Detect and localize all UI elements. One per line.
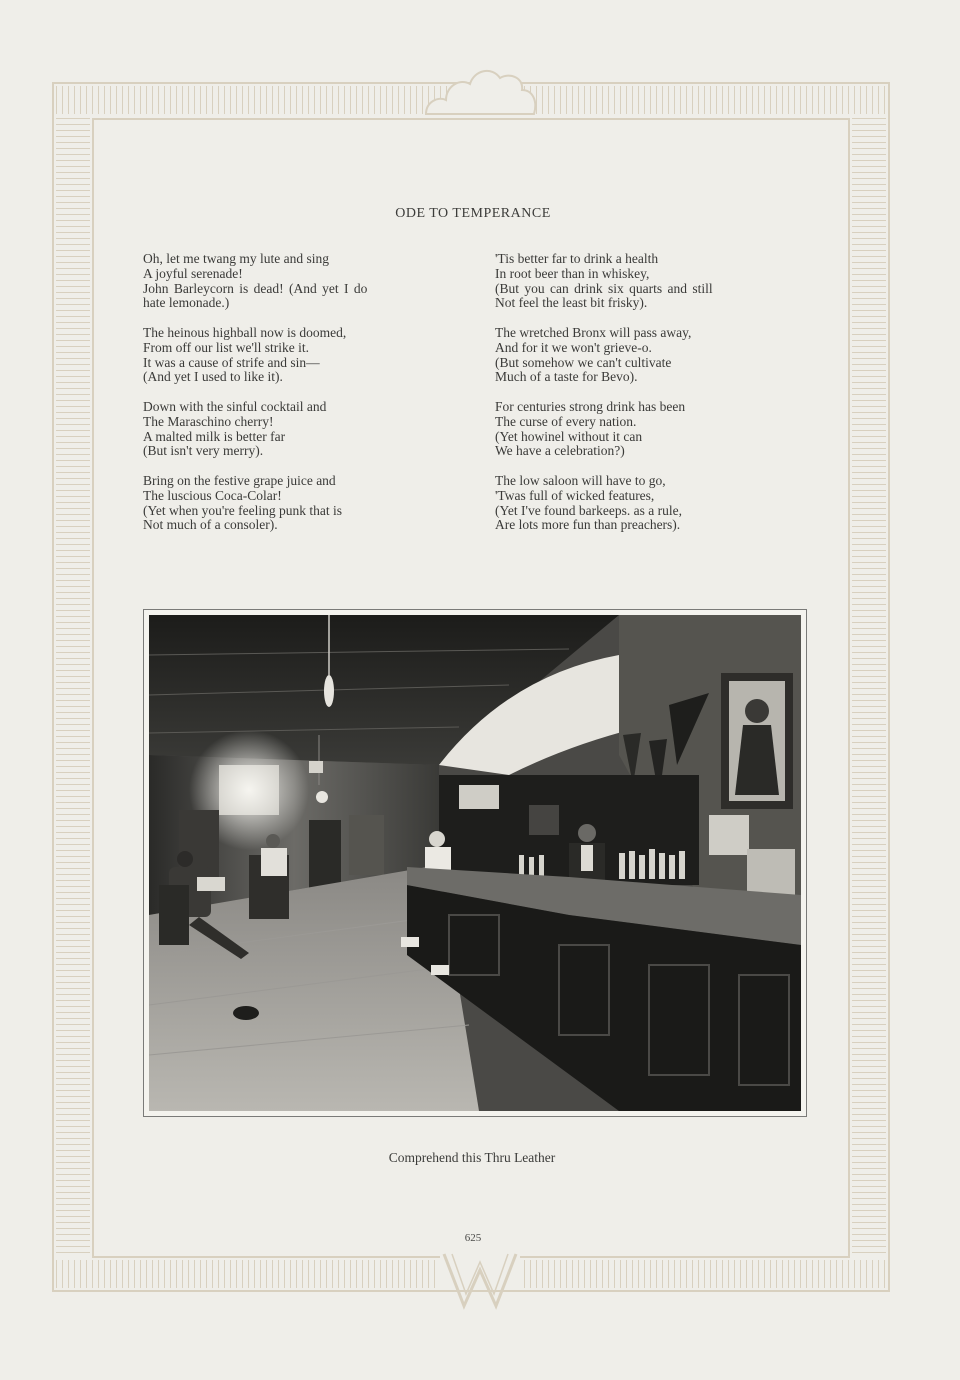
poem-line: A malted milk is better far (143, 428, 286, 444)
border-hatching-left (56, 118, 90, 1258)
w-emblem-icon (440, 1240, 520, 1312)
page-number: 625 (464, 1232, 482, 1244)
cloud-ornament-icon (420, 56, 540, 116)
poem-line: The curse of every nation. (495, 413, 637, 429)
poem-line: Down with the sinful cocktail and (143, 398, 327, 414)
saloon-interior-image (149, 615, 801, 1111)
poem-line: Bring on the festive grape juice and (143, 472, 336, 488)
stanza (495, 252, 810, 311)
poem-line: The wretched Bronx will pass away, (495, 324, 692, 340)
poem-line: (Yet when you're feeling punk that is (143, 502, 343, 518)
stanza (143, 252, 458, 311)
poem-line: The heinous highball now is doomed, (143, 324, 347, 340)
poem-line: And for it we won't grieve-o. (495, 339, 652, 355)
stanza (495, 400, 810, 459)
poem-line: We have a celebration?) (495, 443, 625, 459)
poem-line: (But you can drink six quarts and still (495, 280, 713, 296)
poem-left-column (143, 252, 458, 548)
border-hatching-right (852, 118, 886, 1258)
stanza (495, 326, 810, 385)
poem-line: (And yet I used to like it). (143, 369, 283, 385)
photo-caption: Comprehend this Thru Leather (388, 1150, 556, 1165)
poem-line: John Barleycorn is dead! (And yet I do (143, 280, 368, 296)
poem-line: 'Tis better far to drink a health (495, 251, 659, 266)
stanza (143, 400, 458, 459)
poem-line: (Yet howinel without it can (495, 428, 643, 444)
poem-line: hate lemonade.) (143, 295, 230, 311)
stanza (495, 474, 810, 533)
poem-line: From off our list we'll strike it. (143, 339, 310, 355)
poem-line: Not feel the least bit frisky). (495, 295, 648, 311)
poem-line: Much of a taste for Bevo). (495, 369, 638, 385)
poem-right-column (495, 252, 810, 548)
poem-title: ODE TO TEMPERANCE (395, 206, 551, 221)
poem-line: It was a cause of strife and sin— (143, 354, 320, 370)
poem-line: The Maraschino cherry! (143, 413, 274, 429)
poem-line: In root beer than in whiskey, (495, 265, 650, 281)
poem-line: The low saloon will have to go, (495, 472, 666, 488)
poem-line: The luscious Coca-Colar! (143, 487, 282, 503)
poem-line: Oh, let me twang my lute and sing (143, 251, 329, 266)
poem-line: (But isn't very merry). (143, 443, 264, 459)
poem-line: For centuries strong drink has been (495, 398, 686, 414)
poem-line: (But somehow we can't cultivate (495, 354, 672, 370)
stanza (143, 474, 458, 533)
poem-line: Not much of a consoler). (143, 517, 278, 533)
poem-line: (Yet I've found barkeeps. as a rule, (495, 502, 683, 518)
saloon-photograph (143, 609, 807, 1117)
poem-line: 'Twas full of wicked features, (495, 487, 655, 503)
stanza (143, 326, 458, 385)
poem-line: A joyful serenade! (143, 265, 243, 281)
poem-line: Are lots more fun than preachers). (495, 517, 681, 533)
